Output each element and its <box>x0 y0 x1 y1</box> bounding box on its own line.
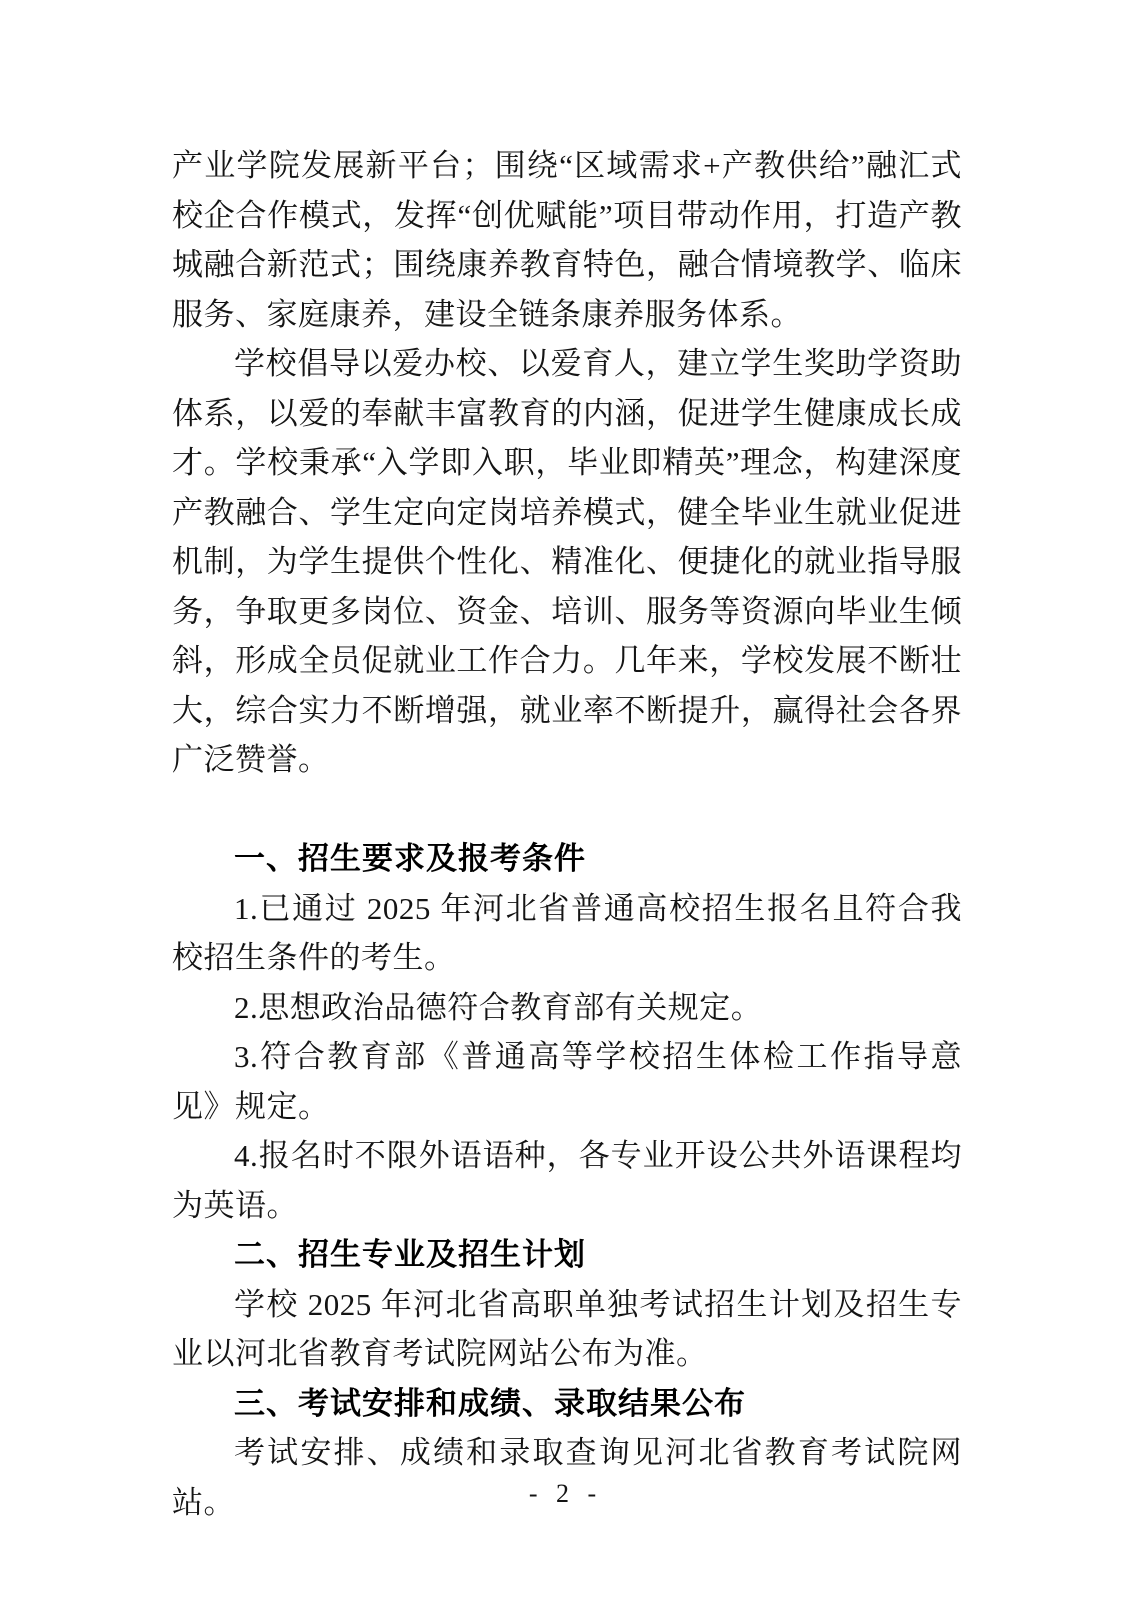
body-paragraph: 2.思想政治品德符合教育部有关规定。 <box>234 989 763 1025</box>
section-heading: 三、考试安排和成绩、录取结果公布 <box>234 1385 746 1421</box>
body-paragraph: 学校 2025 年河北省高职单独考试招生计划及招生专业以河北省教育考试院网站公布为准。 <box>172 1286 962 1371</box>
document-content <box>172 141 962 1527</box>
section-heading: 一、招生要求及报考条件 <box>234 841 586 876</box>
body-paragraph: 4.报名时不限外语语种，各专业开设公共外语课程均为英语。 <box>172 1138 962 1223</box>
body-paragraph: 学校倡导以爱办校、以爱育人，建立学生奖助学资助体系，以爱的奉献丰富教育的内涵，促进学生健康成长成才。学校秉承“入学即入职，毕业即精英”理念，构建深度产教融合、学生定向定岗培养模式，健全毕业生就业促进机制，为学生提供个性化、精准化、便捷化的就业指导服务，争取更多岗位、资金、培训、服务等资源向毕业生倾斜，形成全员促就业工作合力。几年来，学校发展不断壮大，综合实力不断增强，就业率不断提升，赢得社会各界广泛赞誉。 <box>172 346 962 777</box>
body-paragraph: 3.符合教育部《普通高等学校招生体检工作指导意见》规定。 <box>172 1039 962 1124</box>
section-heading: 二、招生专业及招生计划 <box>234 1237 586 1272</box>
body-paragraph: 考试安排、成绩和录取查询见河北省教育考试院网站。 <box>172 1435 962 1520</box>
body-paragraph: 1.已通过 2025 年河北省普通高校招生报名且符合我校招生条件的考生。 <box>172 890 962 975</box>
body-paragraph: 产业学院发展新平台；围绕“区域需求+产教供给”融汇式校企合作模式，发挥“创优赋能”项目带动作用，打造产教城融合新范式；围绕康养教育特色，融合情境教学、临床服务、家庭康养，建设全链条康养服务体系。 <box>172 148 962 332</box>
page-number: - 2 - <box>528 1479 603 1508</box>
